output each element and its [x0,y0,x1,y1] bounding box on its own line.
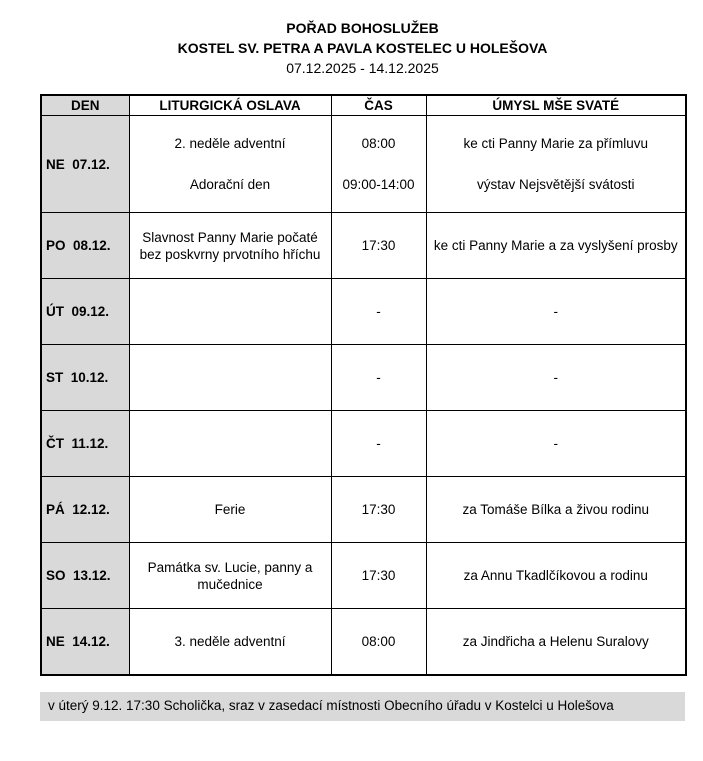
intention-cell-line: ke cti Panny Marie za přímluvu [463,136,649,151]
table-header-row [41,95,686,116]
time-cell-line: - [376,436,381,451]
intention-cell-line: za Tomáše Bílka a živou rodinu [462,502,650,517]
intention-cell-line: ke cti Panny Marie a za vyslyšení prosby [433,238,678,253]
time-cell [331,345,426,411]
table-row [41,477,686,543]
intention-cell [426,411,686,477]
schedule-table-body [41,116,686,675]
day-cell: PO 08.12. [41,213,129,279]
day-cell: ČT 11.12. [41,411,129,477]
intention-cell-line: - [553,304,558,319]
church-name: KOSTEL SV. PETRA A PAVLA KOSTELEC U HOLEŠOVA [177,40,548,56]
table-row [41,411,686,477]
day-cell: NE 07.12. [41,116,129,213]
intention-cell-line: za Jindřicha a Helenu Suralovy [462,633,649,649]
table-row [41,116,686,213]
column-header-umysl-mse-svate: ÚMYSL MŠE SVATÉ [426,95,686,116]
intention-cell-line: - [553,370,558,385]
document-title: POŘAD BOHOSLUŽEB [286,20,439,36]
time-cell-line: - [376,304,381,319]
document-header [40,18,685,78]
day-cell: NE 14.12. [41,609,129,675]
day-cell: PÁ 12.12. [41,477,129,543]
celebration-cell-line: Ferie [214,502,246,517]
schedule-table [40,94,687,676]
intention-cell [426,543,686,609]
table-row [41,213,686,279]
column-header-cas: ČAS [331,95,426,116]
time-cell-line: 08:00 [361,136,396,151]
footer-note: v úterý 9.12. 17:30 Scholička, sraz v zasedací místnosti Obecního úřadu v Kostelci u Holešova [40,692,685,721]
column-header-den: DEN [41,95,129,116]
time-cell [331,543,426,609]
celebration-cell [129,345,331,411]
intention-cell-line: - [553,436,558,451]
intention-cell [426,345,686,411]
table-row [41,345,686,411]
celebration-cell [129,213,331,279]
time-cell-line: 17:30 [361,238,396,253]
intention-cell [426,213,686,279]
intention-cell [426,477,686,543]
time-cell [331,213,426,279]
time-cell-line: - [376,370,381,385]
celebration-cell-line: Slavnost Panny Marie počaté bez poskvrny prvotního hříchu [139,229,321,262]
day-cell: SO 13.12. [41,543,129,609]
intention-cell [426,116,686,213]
table-row [41,279,686,345]
intention-cell [426,279,686,345]
date-range: 07.12.2025 - 14.12.2025 [286,60,439,76]
celebration-cell [129,279,331,345]
celebration-cell [129,116,331,213]
intention-cell-line: za Annu Tkadlčíkovou a rodinu [463,568,648,583]
celebration-cell-line: Adorační den [189,177,271,192]
time-cell-line: 08:00 [361,633,396,649]
celebration-cell-line: 2. neděle adventní [174,136,286,151]
time-cell [331,477,426,543]
time-cell [331,116,426,213]
day-cell: ÚT 09.12. [41,279,129,345]
celebration-cell [129,477,331,543]
table-row [41,609,686,675]
time-cell-line: 09:00-14:00 [342,177,415,192]
table-row [41,543,686,609]
celebration-cell [129,609,331,675]
celebration-cell-line: 3. neděle adventní [174,633,286,649]
column-header-liturgicka-oslava: LITURGICKÁ OSLAVA [129,95,331,116]
time-cell [331,411,426,477]
celebration-cell [129,411,331,477]
intention-cell [426,609,686,675]
celebration-cell [129,543,331,609]
time-cell [331,609,426,675]
intention-cell-line: výstav Nejsvětější svátosti [476,177,635,192]
time-cell-line: 17:30 [361,502,396,517]
celebration-cell-line: Památka sv. Lucie, panny a mučednice [147,559,313,592]
day-cell: ST 10.12. [41,345,129,411]
time-cell-line: 17:30 [361,568,396,583]
time-cell [331,279,426,345]
